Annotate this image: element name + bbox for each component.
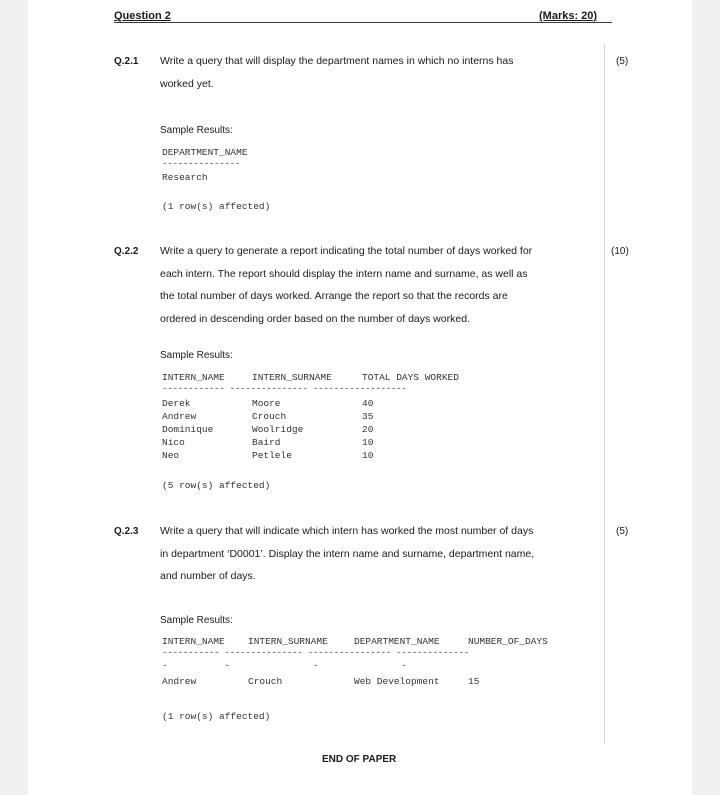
result-cell: Neo [162,450,180,461]
result-column-header: DEPARTMENT_NAME [162,147,248,158]
question-number: Q.2.1 [114,56,139,67]
question-text [160,520,580,588]
header-rule [114,22,612,23]
question-marks: (10) [611,246,629,257]
result-cell: 10 [362,450,374,461]
rows-affected: (1 row(s) affected) [162,711,271,722]
sample-results-label: Sample Results: [160,615,233,626]
question-marks: (5) [616,56,629,67]
marks-column-divider [604,44,605,744]
result-separator: --------------- [162,158,241,169]
question-text-line: and number of days. [160,570,256,583]
result-cell: Andrew [162,411,197,422]
question-text-line: Write a query that will display the department names in which no interns has [160,55,514,67]
result-cell: Research [162,172,208,183]
result-column-header: INTERN_SURNAME [252,372,332,383]
sample-results-label: Sample Results: [160,125,233,136]
rows-affected: (5 row(s) affected) [162,480,271,491]
question-text-line: Write a query that will indicate which intern has worked the most number of days [160,525,534,537]
result-separator: ------------ --------------- ------------------ [162,383,407,394]
result-cell: Dominique [162,424,214,435]
result-column-header: NUMBER_OF_DAYS [468,636,548,647]
question-text-line: the total number of days worked. Arrange the report so that the records are [160,290,508,303]
total-marks: (Marks: 20) [539,10,598,22]
result-separator: ----------- --------------- ---------------- -------------- [162,647,469,658]
result-column-header: DEPARTMENT_NAME [354,636,440,647]
result-cell: Nico [162,437,185,448]
question-title: Question 2 [114,10,171,22]
question-number: Q.2.3 [114,526,139,537]
result-cell: Andrew [162,676,197,687]
result-column-header: INTERN_SURNAME [248,636,328,647]
result-cell: Woolridge [252,424,304,435]
result-column-header: INTERN_NAME [162,636,225,647]
result-cell: 35 [362,411,374,422]
result-separator-wrap: - - - - [162,660,407,671]
result-cell: Crouch [248,676,283,687]
exam-page [28,0,692,795]
result-cell: 20 [362,424,374,435]
result-column-header: TOTAL DAYS WORKED [362,372,459,383]
result-cell: Petlele [252,450,292,461]
question-text-line: each intern. The report should display the intern name and surname, as well as [160,267,528,280]
result-cell: Crouch [252,411,287,422]
result-column-header: INTERN_NAME [162,372,225,383]
sample-results-label: Sample Results: [160,350,233,361]
result-cell: Web Development [354,676,440,687]
question-text-line: worked yet. [160,77,214,90]
result-cell: 40 [362,398,374,409]
result-cell: Baird [252,437,281,448]
result-cell: Moore [252,398,281,409]
result-cell: 15 [468,676,480,687]
question-number: Q.2.2 [114,246,139,257]
rows-affected: (1 row(s) affected) [162,201,271,212]
question-text-line: ordered in descending order based on the number of days worked. [160,312,470,325]
result-cell: Derek [162,398,191,409]
question-text-line: in department ‘D0001’. Display the intern name and surname, department name, [160,547,535,560]
result-cell: 10 [362,437,374,448]
question-text [160,240,580,330]
question-text-line: Write a query to generate a report indicating the total number of days worked for [160,245,533,257]
question-marks: (5) [616,526,629,537]
question-text [160,50,580,95]
end-of-paper: END OF PAPER [322,754,397,765]
